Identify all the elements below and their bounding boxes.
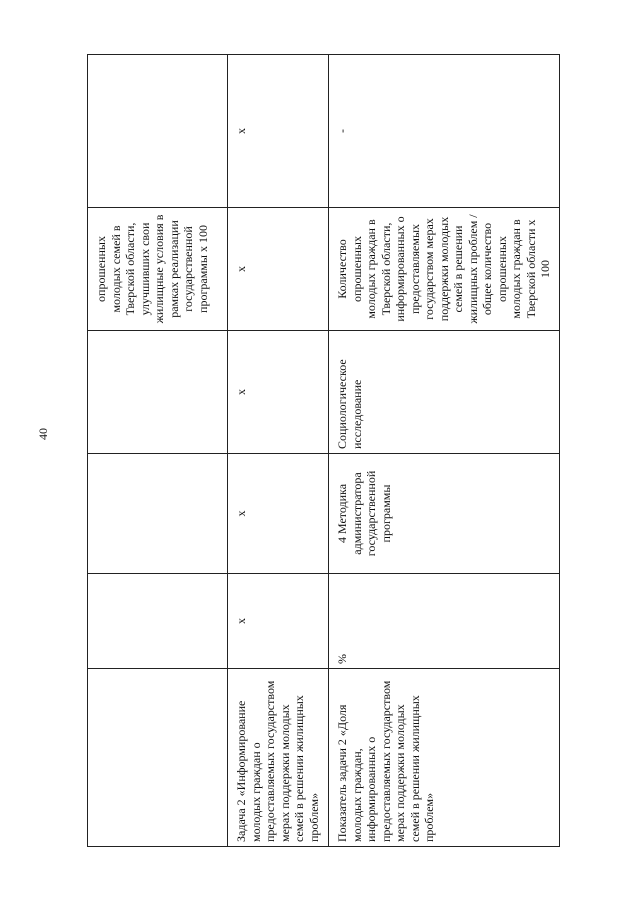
- table-row: [228, 55, 329, 847]
- task-2-cell: Задача 2 «Информирование молодых граждан о предоставляемых государством мерах поддержки молодых семей в решении жилищных проблем»: [228, 669, 329, 847]
- table-cell: х: [228, 454, 329, 574]
- table-cell: [88, 454, 228, 574]
- page-number: 40: [36, 428, 50, 440]
- source-cell: Социологическое исследование: [329, 331, 560, 454]
- table-cell: х: [228, 55, 329, 208]
- table-cell: [88, 331, 228, 454]
- unit-cell: %: [329, 574, 560, 669]
- table-cell: х: [228, 331, 329, 454]
- table-cell: [88, 55, 228, 208]
- table-cell: -: [329, 55, 560, 208]
- table-cell: [88, 669, 228, 847]
- rotated-table-container: [87, 55, 550, 847]
- indicator-2-cell: Показатель задачи 2 «Доля молодых граждан, информированных о предоставляемых государством мерах поддержки молодых семей в решении жилищных проблем»: [329, 669, 560, 847]
- indicators-table: [87, 54, 560, 847]
- table-cell: х: [228, 208, 329, 331]
- methodology-cell: 4 Методика администратора государственной программы: [329, 454, 560, 574]
- table-row: [329, 55, 560, 847]
- table-cell: х: [228, 574, 329, 669]
- table-cell: опрошенных молодых семей в Тверской области, улучшивших свои жилищные условия в рамках реализации государственной программы х 100: [88, 208, 228, 331]
- formula-cell: Количество опрошенных молодых граждан в Тверской области, информированных о предоставляемых государством мерах поддержки молодых семей в решении жилищных проблем / общее количество опрошенных молодых граждан в Тверской области х 100: [329, 208, 560, 331]
- table-row: [88, 55, 228, 847]
- table-cell: [88, 574, 228, 669]
